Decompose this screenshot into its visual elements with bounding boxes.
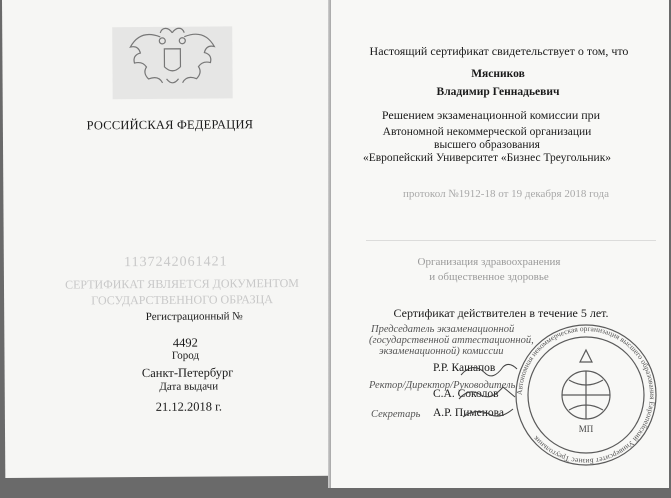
protocol-line: протокол №1912-18 от 19 декабря 2018 года xyxy=(403,188,609,200)
issue-date-label: Дата выдачи xyxy=(159,380,219,393)
rector-label: Ректор/Директор/Руководитель xyxy=(369,380,516,391)
issue-date: 21.12.2018 г. xyxy=(155,399,223,414)
secretary-name: А.Р. Пименова xyxy=(433,407,505,419)
stamp-center-text: МП xyxy=(578,424,594,434)
coat-of-arms-emblem xyxy=(92,18,253,104)
faded-line-2: ГОСУДАРСТВЕННОГО ОБРАЗЦА xyxy=(91,292,273,308)
organization-line-1: Автономной некоммерческой организации xyxy=(382,126,592,138)
chair-label-3: экзаменационной) комиссии xyxy=(379,346,504,357)
rector-name: С.А. Соколов xyxy=(433,388,499,400)
chair-label-1: Председатель экзаменационной xyxy=(371,324,515,335)
certificate-left-page xyxy=(2,0,333,478)
organization-line-2: высшего образования xyxy=(434,139,540,151)
reg-number: 4492 xyxy=(172,335,198,350)
validity-line: Сертификат действителен в течение 5 лет. xyxy=(393,306,609,320)
faded-line-1: СЕРТИФИКАТ ЯВЛЯЕТСЯ ДОКУМЕНТОМ xyxy=(64,275,299,292)
decision-line: Решением экзаменационной комиссии при xyxy=(381,108,601,122)
city-label: Город xyxy=(171,349,200,362)
organization-line-3: «Европейский Университет «Бизнес Треугольник» xyxy=(362,152,612,164)
holder-surname: Мясников xyxy=(471,68,525,80)
country-title: РОССИЙСКАЯ ФЕДЕРАЦИЯ xyxy=(86,117,254,133)
certificate-right-page xyxy=(331,0,669,488)
stamp-ring-text: Автономная некоммерческая организация высшего образования Европейский Университет Бизнес Треугольник xyxy=(514,323,658,467)
holder-name: Владимир Геннадьевич xyxy=(436,86,560,98)
organization-stamp xyxy=(511,320,661,470)
intro-line: Настоящий сертификат свидетельствует о том, что xyxy=(369,44,629,58)
chair-label-2: (государственной аттестационной, xyxy=(369,335,534,346)
secretary-label: Секретарь xyxy=(371,409,421,420)
faded-serial: 1137242061421 xyxy=(124,254,228,271)
faded-rule xyxy=(366,222,656,241)
city: Санкт-Петербург xyxy=(141,365,234,381)
reg-number-label: Регистрационный № xyxy=(145,310,243,324)
specialty-line-1: Организация здравоохранения xyxy=(417,256,561,268)
chair-name: Р.Р. Кашапов xyxy=(433,362,496,374)
specialty-line-2: и общественное здоровье xyxy=(429,271,549,283)
